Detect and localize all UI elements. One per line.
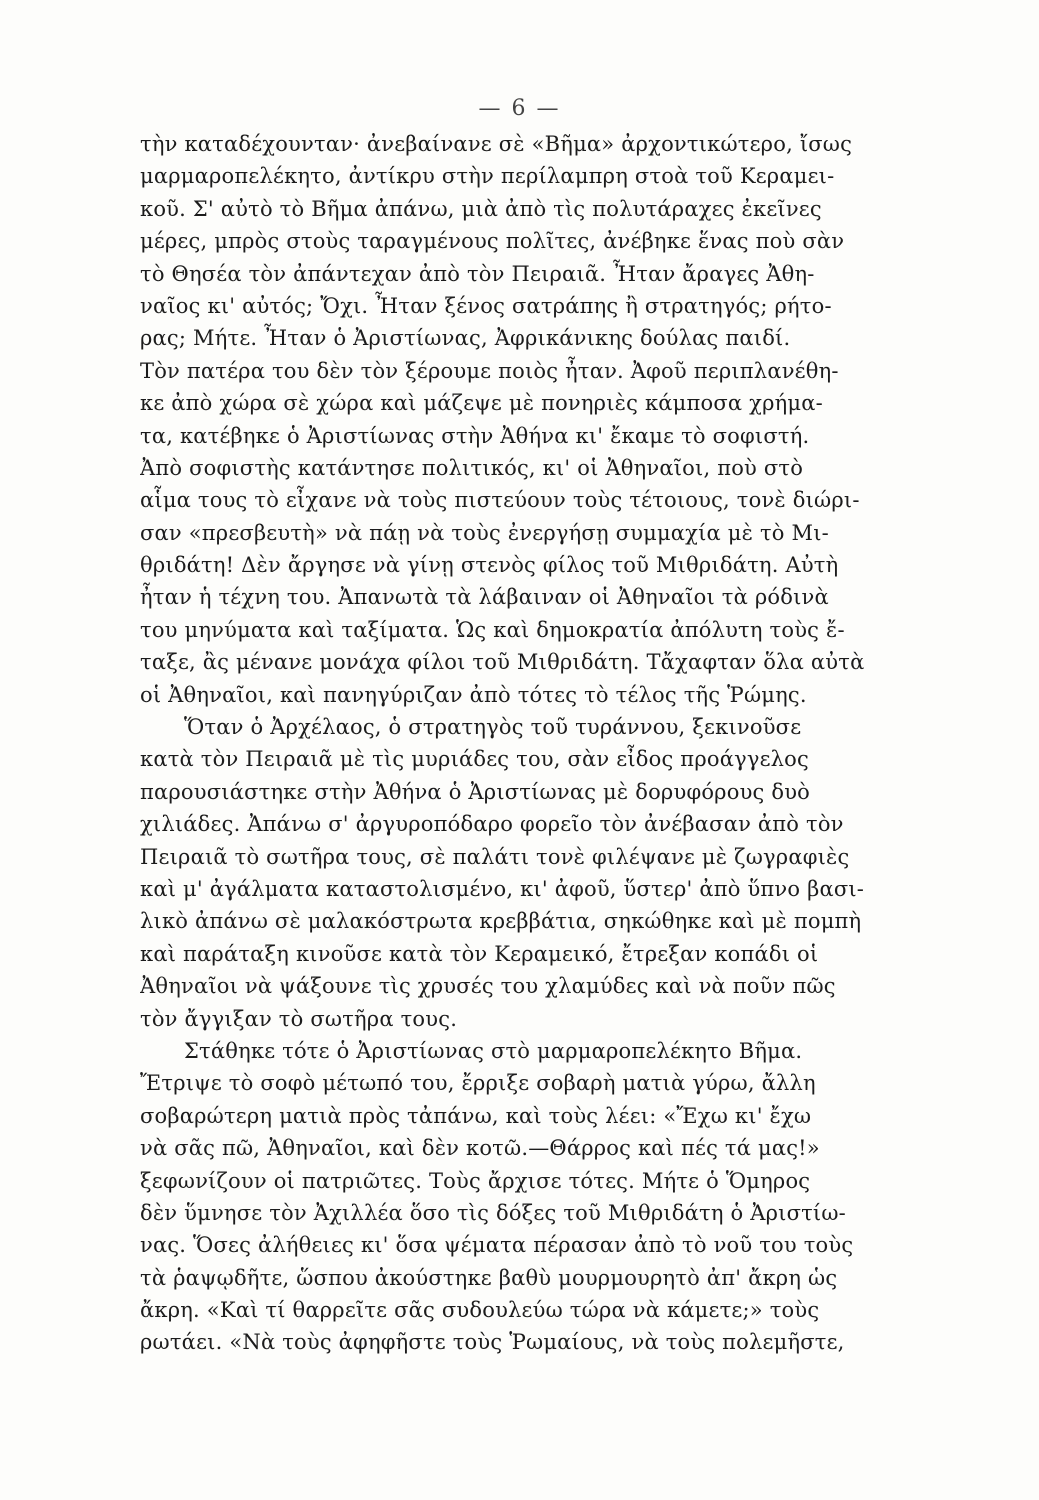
text-line: ἦταν ἡ τέχνη του. Ἀπανωτὰ τὰ λάβαιναν οἱ Ἀθηναῖοι τὰ ρόδινὰ xyxy=(140,585,829,610)
text-line: Πειραιᾶ τὸ σωτῆρα τους, σὲ παλάτι τονὲ φιλέψανε μὲ ζωγραφιὲς xyxy=(140,844,850,869)
text-line: ἄκρη. «Καὶ τί θαρρεῖτε σᾶς συδουλεύω τώρα νὰ κάμετε;» τοὺς xyxy=(140,1298,820,1323)
text-line: κε ἀπὸ χώρα σὲ χώρα καὶ μάζεψε μὲ πονηριὲς κάμποσα χρήμα- xyxy=(140,391,823,416)
text-line: τα, κατέβηκε ὁ Ἀριστίωνας στὴν Ἀθήνα κι' ἔκαμε τὸ σοφιστή. xyxy=(140,423,810,448)
text-line: αἷμα τους τὸ εἶχανε νὰ τοὺς πιστεύουν τοὺς τέτοιους, τονὲ διώρι- xyxy=(140,488,860,513)
text-line: σαν «πρεσβευτὴ» νὰ πάῃ νὰ τοὺς ἐνεργήσῃ συμμαχία μὲ τὸ Μι- xyxy=(140,520,829,545)
text-line: τὰ ῥαψῳδῆτε, ὥσπου ἀκούστηκε βαθὺ μουρμουρητὸ ἀπ' ἄκρη ὡς xyxy=(140,1265,838,1290)
text-line: παρουσιάστηκε στὴν Ἀθήνα ὁ Ἀριστίωνας μὲ δορυφόρους δυὸ xyxy=(140,779,811,804)
text-line: θριδάτη! Δὲν ἄργησε νὰ γίνῃ στενὸς φίλος τοῦ Μιθριδάτη. Αὐτὴ xyxy=(140,553,839,578)
text-line: σοβαρώτερη ματιὰ πρὸς τἀπάνω, καὶ τοὺς λέει: «Ἔχω κι' ἔχω xyxy=(140,1103,812,1128)
text-line: τὴν καταδέχουνταν· ἀνεβαίνανε σὲ «Βῆμα» ἀρχοντικώτερο, ἴσως xyxy=(140,132,853,156)
text-line: Ἀπὸ σοφιστὴς κατάντησε πολιτικός, κι' οἱ Ἀθηναῖοι, ποὺ στὸ xyxy=(140,455,804,480)
text-line: τὸν ἄγγιξαν τὸ σωτῆρα τους. xyxy=(140,1006,458,1031)
text-line: ταξε, ἂς μένανε μονάχα φίλοι τοῦ Μιθριδάτη. Τἄχαφταν ὅλα αὐτὰ xyxy=(140,650,865,675)
text-line: λικὸ ἀπάνω σὲ μαλακόστρωτα κρεββάτια, σηκώθηκε καὶ μὲ πομπὴ xyxy=(140,909,862,934)
body-text xyxy=(140,128,900,1359)
text-line: κοῦ. Σ' αὐτὸ τὸ Βῆμα ἀπάνω, μιὰ ἀπὸ τὶς πολυτάραχες ἐκεῖνες xyxy=(140,196,822,221)
text-line: ρωτάει. «Νὰ τοὺς ἀφηφῆστε τοὺς Ῥωμαίους, νὰ τοὺς πολεμῆστε, xyxy=(140,1330,845,1355)
text-line: ναῖος κι' αὐτός; Ὄχι. Ἦταν ξένος σατράπης ἢ στρατηγός; ρήτο- xyxy=(140,293,832,318)
text-line: Στάθηκε τότε ὁ Ἀριστίωνας στὸ μαρμαροπελέκητο Βῆμα. xyxy=(184,1038,803,1063)
text-line: οἱ Ἀθηναῖοι, καὶ πανηγύριζαν ἀπὸ τότες τὸ τέλος τῆς Ῥώμης. xyxy=(140,682,807,707)
text-line: ρας; Μήτε. Ἦταν ὁ Ἀριστίωνας, Ἀφρικάνικης δούλας παιδί. xyxy=(140,326,791,351)
text-line: καὶ παράταξη κινοῦσε κατὰ τὸν Κεραμεικό, ἔτρεξαν κοπάδι οἱ xyxy=(140,941,819,966)
text-line: μέρες, μπρὸς στοὺς ταραγμένους πολῖτες, ἀνέβηκε ἕνας ποὺ σὰν xyxy=(140,229,845,254)
page-number: — 6 — xyxy=(478,96,561,121)
text-line: Τὸν πατέρα του δὲν τὸν ξέρουμε ποιὸς ἦταν. Ἀφοῦ περιπλανέθη- xyxy=(140,358,839,383)
text-line: μαρμαροπελέκητο, ἀντίκρυ στὴν περίλαμπρη στοὰ τοῦ Κεραμει- xyxy=(140,164,835,189)
text-line: νὰ σᾶς πῶ, Ἀθηναῖοι, καὶ δὲν κοτῶ.—Θάρρος καὶ πές τά μας!» xyxy=(140,1136,820,1161)
text-line: Ἔτριψε τὸ σοφὸ μέτωπό του, ἔρριξε σοβαρὴ ματιὰ γύρω, ἄλλη xyxy=(140,1071,816,1096)
text-line: Ὅταν ὁ Ἀρχέλαος, ὁ στρατηγὸς τοῦ τυράννου, ξεκινοῦσε xyxy=(184,715,802,740)
text-line: κατὰ τὸν Πειραιᾶ μὲ τὶς μυριάδες του, σὰν εἶδος προάγγελος xyxy=(140,747,809,772)
text-line: Ἀθηναῖοι νὰ ψάξουνε τὶς χρυσές του χλαμύδες καὶ νὰ ποῦν πῶς xyxy=(140,974,836,999)
text-line: δὲν ὕμνησε τὸν Ἀχιλλέα ὅσο τὶς δόξες τοῦ Μιθριδάτη ὁ Ἀριστίω- xyxy=(140,1200,846,1225)
text-line: του μηνύματα καὶ ταξίματα. Ὡς καὶ δημοκρατία ἀπόλυτη τοὺς ἔ- xyxy=(140,617,845,642)
text-line: ξεφωνίζουν οἱ πατριῶτες. Τοὺς ἄρχισε τότες. Μήτε ὁ Ὅμηρος xyxy=(140,1168,811,1193)
text-line: καὶ μ' ἀγάλματα καταστολισμένο, κι' ἀφοῦ, ὕστερ' ἀπὸ ὕπνο βασι- xyxy=(140,876,865,901)
text-line: χιλιάδες. Ἀπάνω σ' ἀργυροπόδαρο φορεῖο τὸν ἀνέβασαν ἀπὸ τὸν xyxy=(140,812,844,837)
text-line: τὸ Θησέα τὸν ἀπάντεχαν ἀπὸ τὸν Πειραιᾶ. Ἦταν ἄραγες Ἀθη- xyxy=(140,261,815,286)
text-line: νας. Ὅσες ἀλήθειες κι' ὅσα ψέματα πέρασαν ἀπὸ τὸ νοῦ του τοὺς xyxy=(140,1233,854,1258)
